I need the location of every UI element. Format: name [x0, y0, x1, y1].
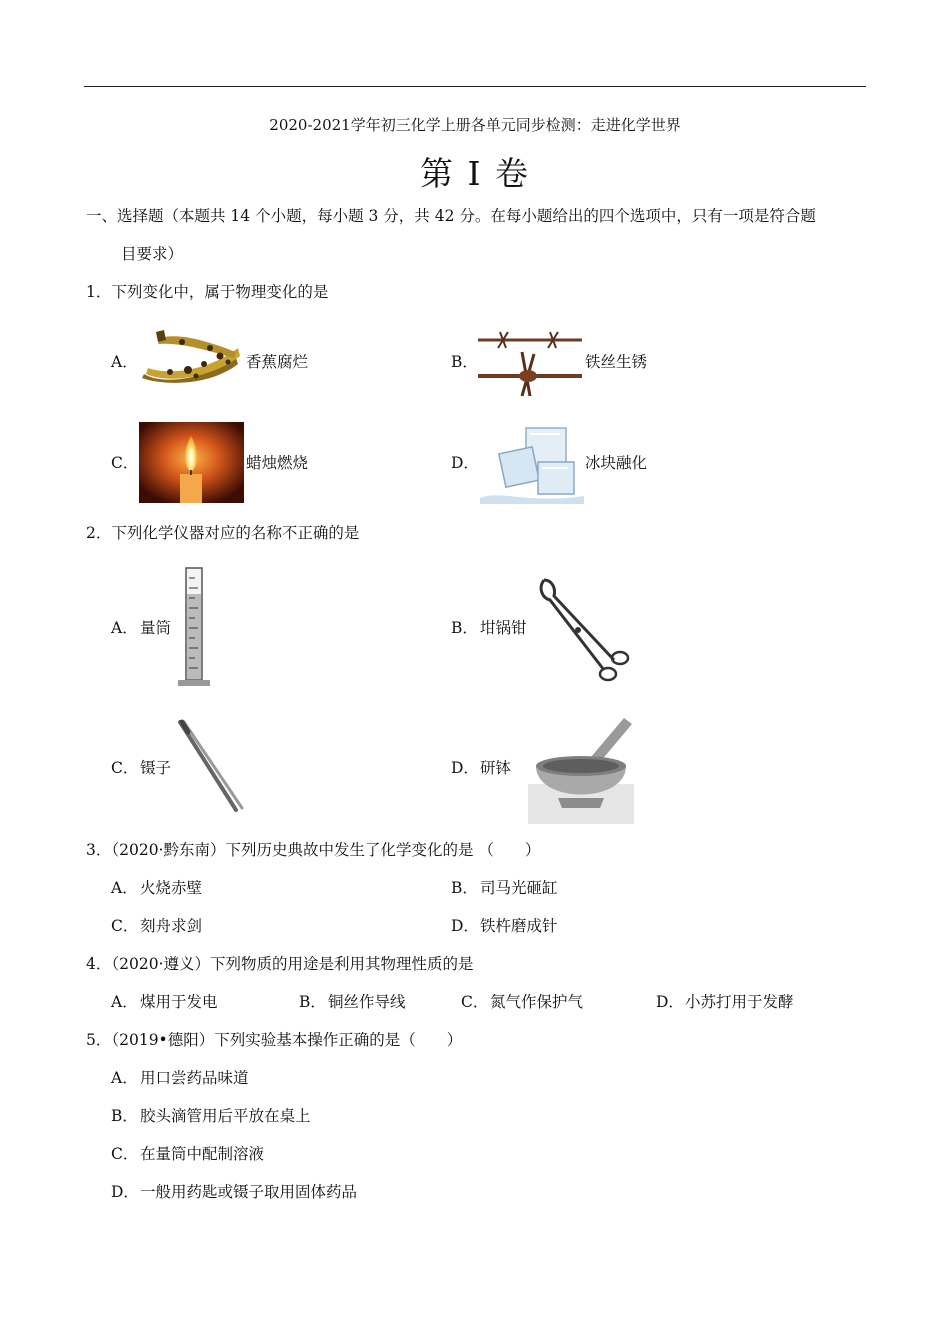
q3-option-c-text: 刻舟求剑: [140, 917, 203, 935]
q2-option-b-text: 坩锅钳: [480, 619, 527, 637]
section-heading-line1: 一、选择题（本题共 14 个小题，每小题 3 分，共 42 分。在每小题给出的四个选项中，只有一项是符合题: [86, 207, 816, 225]
q5-option-a-text: 用口尝药品味道: [140, 1069, 249, 1087]
q2-option-c-text: 镊子: [140, 759, 172, 777]
q4-option-a-key: A．: [111, 993, 138, 1011]
section-heading-line2: 目要求）: [121, 245, 184, 263]
q5-option-b-key: B．: [111, 1107, 138, 1125]
document-subtitle: 2020-2021学年初三化学上册各单元同步检测：走进化学世界: [269, 116, 681, 134]
q4-option-d-text: 小苏打用于发酵: [685, 993, 794, 1011]
header-rule: [84, 86, 866, 87]
document-title: 第 I 卷: [419, 154, 530, 193]
q3-option-b-key: B．: [451, 879, 478, 897]
rusty-wire-image: [476, 330, 584, 398]
q3-option-c-key: C．: [111, 917, 139, 935]
tweezers-image: [174, 718, 246, 818]
q4-option-b-key: B．: [299, 993, 326, 1011]
q1-option-c-text: 蜡烛燃烧: [246, 454, 309, 472]
mortar-pestle-image: [528, 714, 634, 824]
q5-option-b-text: 胶头滴管用后平放在桌上: [140, 1107, 311, 1125]
q2-option-d-text: 研钵: [480, 759, 512, 777]
q3-option-d-text: 铁杵磨成针: [480, 917, 558, 935]
q5-stem: 5．（2019•德阳）下列实验基本操作正确的是（ ）: [86, 1031, 463, 1049]
q4-option-c-text: 氮气作保护气: [490, 993, 584, 1011]
q1-option-d-key: D．: [451, 454, 479, 472]
q3-option-b-text: 司马光砸缸: [480, 879, 558, 897]
q4-option-d-key: D．: [656, 993, 684, 1011]
q5-option-c-text: 在量筒中配制溶液: [140, 1145, 265, 1163]
q2-option-a-key: A．: [111, 619, 138, 637]
q2-stem: 2．下列化学仪器对应的名称不正确的是: [86, 524, 360, 542]
q3-option-a-text: 火烧赤壁: [140, 879, 203, 897]
q5-option-a-key: A．: [111, 1069, 138, 1087]
burning-candle-image: [139, 422, 244, 503]
q1-option-a-text: 香蕉腐烂: [246, 353, 309, 371]
q2-option-c-key: C．: [111, 759, 139, 777]
q4-stem: 4．（2020·遵义）下列物质的用途是利用其物理性质的是: [86, 955, 474, 973]
q5-option-d-text: 一般用药匙或镊子取用固体药品: [140, 1183, 358, 1201]
q1-option-a-key: A．: [111, 353, 138, 371]
q5-option-d-key: D．: [111, 1183, 139, 1201]
crucible-tongs-image: [534, 574, 630, 684]
ice-cubes-image: [480, 424, 584, 504]
q3-option-d-key: D．: [451, 917, 479, 935]
q1-option-d-text: 冰块融化: [585, 454, 648, 472]
q2-option-d-key: D．: [451, 759, 479, 777]
q1-option-b-text: 铁丝生锈: [585, 353, 648, 371]
q1-option-c-key: C．: [111, 454, 139, 472]
q2-option-a-text: 量筒: [140, 619, 172, 637]
rotten-banana-image: [140, 328, 244, 384]
q3-stem: 3．（2020·黔东南）下列历史典故中发生了化学变化的是 （ ）: [86, 841, 541, 859]
q1-option-b-key: B．: [451, 353, 478, 371]
graduated-cylinder-image: [174, 564, 214, 690]
q3-option-a-key: A．: [111, 879, 138, 897]
q4-option-c-key: C．: [461, 993, 489, 1011]
q5-option-c-key: C．: [111, 1145, 139, 1163]
q1-stem: 1．下列变化中，属于物理变化的是: [86, 283, 329, 301]
q4-option-a-text: 煤用于发电: [140, 993, 218, 1011]
q2-option-b-key: B．: [451, 619, 478, 637]
q4-option-b-text: 铜丝作导线: [328, 993, 406, 1011]
